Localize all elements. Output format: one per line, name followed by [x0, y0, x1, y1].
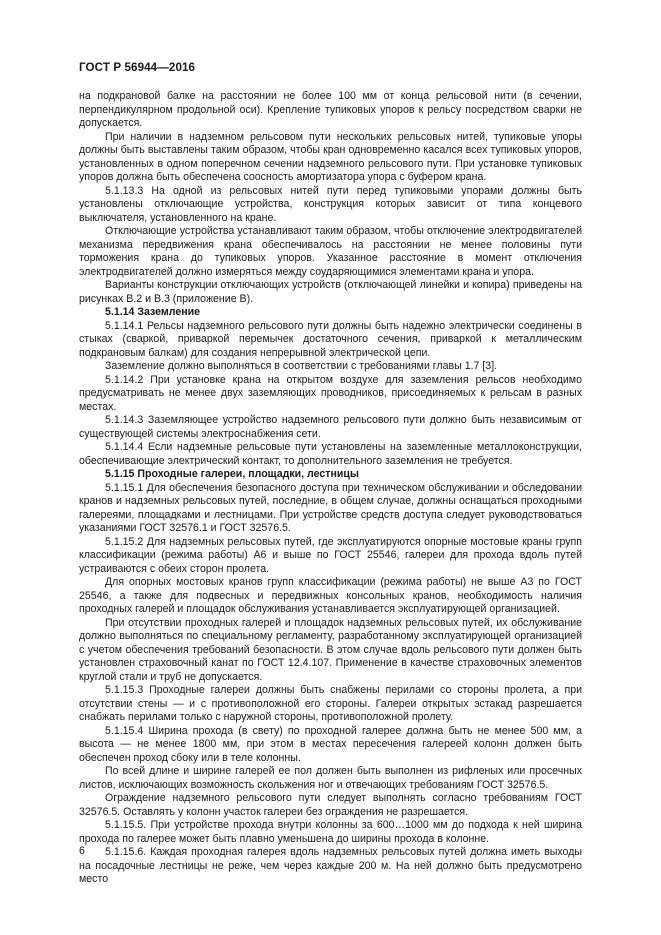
- paragraph: 5.1.14.4 Если надземные рельсовые пути установлены на заземленные металлоконструкции, обеспечивающие электрический контакт, то дополнительного заземления не требуется.: [79, 441, 582, 467]
- paragraph: на подкрановой балке на расстоянии не более 100 мм от конца рельсовой нити (в сечении, перпендикулярном продольной оси). Крепление тупиковых упоров к рельсу посредством сварки не допускается.: [79, 90, 582, 129]
- section-heading: 5.1.15 Проходные галереи, площадки, лестницы: [105, 468, 359, 480]
- page-number: 6: [79, 845, 85, 857]
- paragraph: 5.1.14.3 Заземляющее устройство надземного рельсового пути должно быть независимым от существующей системы электроснабжения сети.: [79, 414, 582, 440]
- paragraph: 5.1.15.5. При устройстве прохода внутри колонны за 600…1000 мм до подхода к ней ширина прохода по галерее может быть плавно уменьшена до ширины прохода в колонне.: [79, 819, 582, 845]
- paragraph: Варианты конструкции отключающих устройств (отключающей линейки и копира) приведены на рисунках В.2 и В.3 (приложение В).: [79, 279, 582, 305]
- paragraph: 5.1.13.3 На одной из рельсовых нитей пути перед тупиковыми упорами должны быть установлены отключающие устройства, конструкция которых зависит от типа концевого выключателя, установленного на кране.: [79, 184, 582, 224]
- paragraph: 5.1.14.2 При установке крана на открытом воздухе для заземления рельсов необходимо предусматривать не менее двух заземляющих проводников, присоединяемых к рельсам в разных местах.: [79, 373, 582, 413]
- paragraph: 5.1.15.3 Проходные галереи должны быть снабжены перилами со стороны пролета, а при отсутствии стены — и с противоположной его стороны. Галереи открытых эстакад разрешается снабжать перилами только с наружной стороны, противоположной пролету.: [79, 684, 582, 723]
- document-body: [79, 90, 582, 887]
- paragraph: Отключающие устройства устанавливают таким образом, чтобы отключение электродвигателей механизма передвижения крана обеспечивалось на расстоянии не менее половины пути торможения крана до тупиковых упоров. Указанное расстояние в момент отключения электродвигателей должно измеряться между соударяющимися элементами крана и упора.: [79, 225, 582, 278]
- paragraph: При отсутствии проходных галерей и площадок надземных рельсовых путей, их обслуживание должно выполняться по специальному регламенту, разработанному эксплуатирующей организацией с учетом обеспечения требований безопасности. В этом случае вдоль рельсового пути должен быть установлен страховочный канат по ГОСТ 12.4.107. Применение в качестве страховочных элементов круглой стали и труб не допускается.: [79, 616, 582, 683]
- paragraph: 5.1.15.1 Для обеспечения безопасного доступа при техническом обслуживании и обследовании кранов и надземных рельсовых путей, последние, в общем случае, должны оснащаться проходными галереями, площадками и лестницами. При устройстве средств доступа следует руководствоваться указаниями ГОСТ 32576.1 и ГОСТ 32576.5.: [79, 481, 582, 534]
- paragraph: 5.1.14.1 Рельсы надземного рельсового пути должны быть надежно электрически соединены в стыках (сваркой, приваркой перемычек достаточного сечения, приваркой к металлическим подкрановым балкам) для создания непрерывной электрической цепи.: [79, 319, 582, 359]
- paragraph: Для опорных мостовых кранов групп классификации (режима работы) не выше А3 по ГОСТ 25546, а также для подвесных и передвижных консольных кранов, необходимость наличия проходных галерей и площадок обслуживания устанавливается эксплуатирующей организацией.: [79, 576, 582, 615]
- paragraph: 5.1.15.6. Каждая проходная галерея вдоль надземных рельсовых путей должна иметь выходы на посадочные лестницы не реже, чем через каждые 200 м. На ней должно быть предусмотрено место: [79, 846, 582, 885]
- document-header: ГОСТ Р 56944—2016: [79, 61, 196, 74]
- paragraph: 5.1.15.2 Для надземных рельсовых путей, где эксплуатируются опорные мостовые краны групп классификации (режима работы) А6 и выше по ГОСТ 25546, галереи для прохода вдоль путей устраиваются с обеих сторон пролета.: [79, 535, 582, 575]
- paragraph: Заземление должно выполняться в соответствии с требованиями главы 1.7 [3].: [105, 360, 498, 372]
- section-heading: 5.1.14 Заземление: [105, 306, 201, 318]
- paragraph: Ограждение надземного рельсового пути следует выполнять согласно требованиям ГОСТ 32576.5. Оставлять у колонн участок галереи без ограждения не разрешается.: [79, 792, 582, 818]
- paragraph: 5.1.15.4 Ширина прохода (в свету) по проходной галерее должна быть не менее 500 мм, а высота — не менее 1800 мм, при этом в местах пересечения галереей колонн должен быть обеспечен проход сбоку или в теле колонны.: [79, 724, 582, 764]
- paragraph: По всей длине и ширине галерей ее пол должен быть выполнен из рифленых или просечных листов, исключающих возможность скольжения ног и отвечающих требованиям ГОСТ 32576.5.: [79, 765, 582, 791]
- paragraph: При наличии в надземном рельсовом пути нескольких рельсовых нитей, тупиковые упоры должны быть выставлены таким образом, чтобы кран одновременно касался всех тупиковых упоров, установленных в одном поперечном сечении надземного рельсового пути. При установке тупиковых упоров должна быть обеспечена соосность амортизатора упора с буфером крана.: [79, 130, 582, 183]
